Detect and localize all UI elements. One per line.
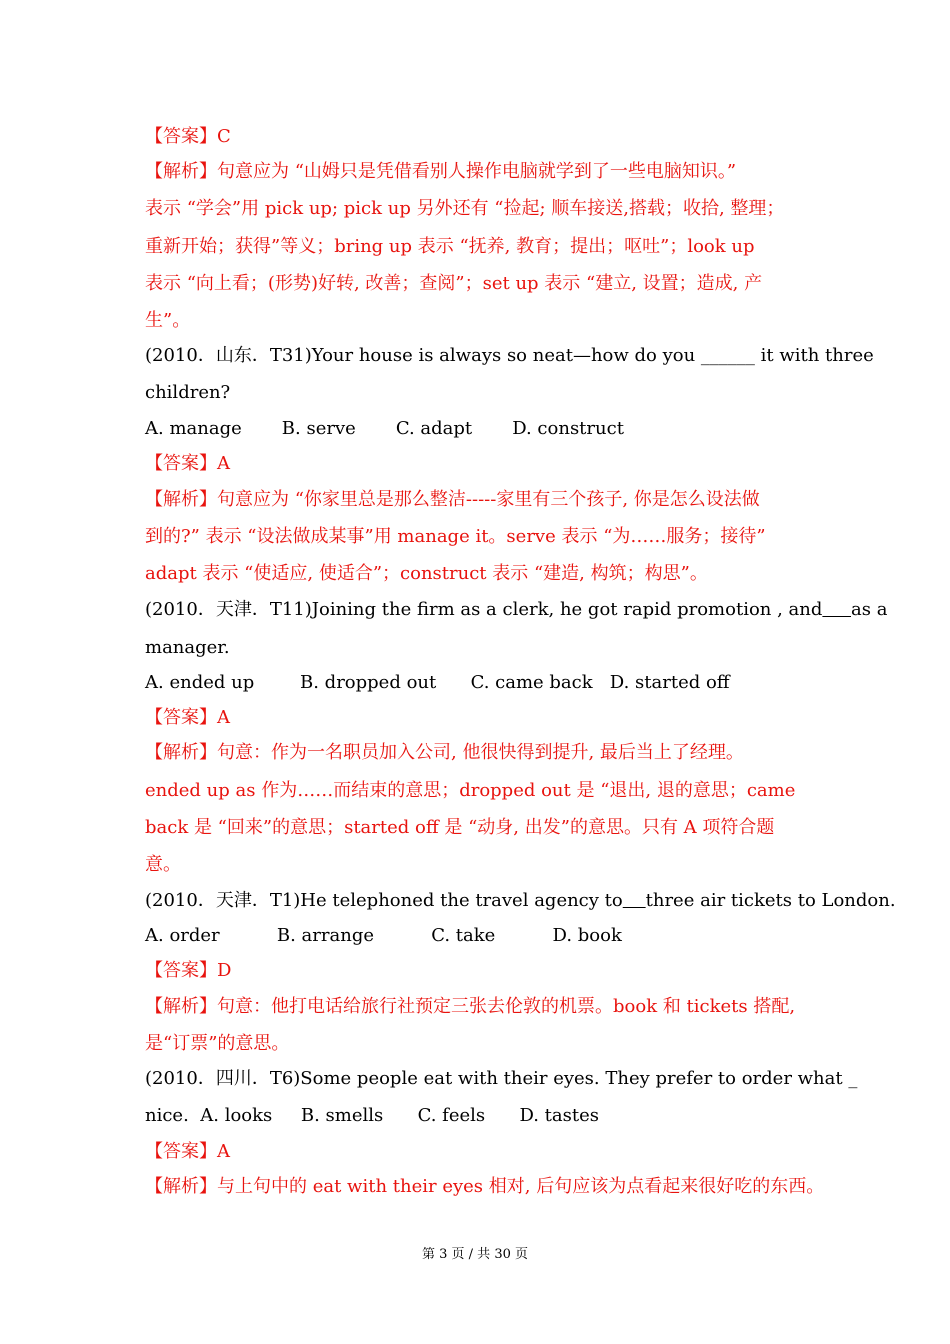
- analysis-line: 是“订票”的意思。: [145, 1033, 290, 1054]
- question-line: children?: [145, 382, 231, 403]
- answer-label: 【答案】A: [145, 707, 230, 728]
- question-text: three air tickets to London.: [645, 890, 896, 911]
- analysis-line: 生”。: [145, 310, 191, 331]
- analysis-line: 表示 “学会”用 pick up; pick up 另外还有 “捡起; 顺车接送,搭载；收拾, 整理；: [145, 198, 785, 219]
- options-line: A. manage B. serve C. adapt D. construct: [145, 418, 624, 439]
- analysis-line: back 是 “回来”的意思；started off 是 “动身, 出发”的意思。只有 A 项符合题: [145, 817, 775, 838]
- question-text: (2010．天津．T1)He telephoned the travel agency to: [145, 890, 623, 911]
- analysis-line: 表示 “向上看；(形势)好转, 改善；查阅”；set up 表示 “建立, 设置；造成, 产: [145, 273, 763, 294]
- answer-blank: [822, 599, 851, 620]
- analysis-line: 【解析】句意：他打电话给旅行社预定三张去伦敦的机票。book 和 tickets 搭配,: [145, 996, 796, 1017]
- analysis-line: 到的?” 表示 “设法做成某事”用 manage it。serve 表示 “为……服务；接待”: [145, 526, 766, 547]
- analysis-line: ended up as 作为……而结束的意思；dropped out 是 “退出, 退的意思；came: [145, 780, 796, 801]
- question-text: (2010．天津．T11)Joining the firm as a clerk, he got rapid promotion , and: [145, 599, 823, 620]
- analysis-line: 重新开始；获得”等义；bring up 表示 “抚养, 教育；提出；呕吐”；look up: [145, 236, 755, 257]
- answer-label: 【答案】A: [145, 453, 230, 474]
- answer-label: 【答案】A: [145, 1141, 230, 1162]
- question-line: (2010．山东．T31)Your house is always so neat—how do you ______ it with three: [145, 345, 874, 366]
- question-line: [145, 598, 887, 622]
- question-line: [145, 889, 896, 913]
- analysis-line: 意。: [145, 854, 181, 875]
- answer-blank: [623, 890, 646, 911]
- page-footer: 第 3 页 / 共 30 页: [422, 1247, 528, 1262]
- answer-label: 【答案】D: [145, 960, 232, 981]
- options-line: A. order B. arrange C. take D. book: [145, 925, 622, 946]
- analysis-line: 【解析】句意：作为一名职员加入公司, 他很快得到提升, 最后当上了经理。: [145, 742, 744, 763]
- answer-label: 【答案】C: [145, 126, 231, 147]
- question-line: (2010．四川．T6)Some people eat with their eyes. They prefer to order what _: [145, 1068, 858, 1089]
- question-line: manager.: [145, 637, 230, 658]
- analysis-line: 【解析】句意应为 “你家里总是那么整洁-----家里有三个孩子, 你是怎么设法做: [145, 489, 760, 510]
- analysis-line: 【解析】句意应为 “山姆只是凭借看别人操作电脑就学到了一些电脑知识。”: [145, 161, 737, 182]
- options-line: A. ended up B. dropped out C. came back D. started off: [145, 672, 730, 693]
- analysis-line: 【解析】与上句中的 eat with their eyes 相对, 后句应该为点看起来很好吃的东西。: [145, 1176, 825, 1197]
- question-text: as a: [851, 599, 888, 620]
- options-line: nice. A. looks B. smells C. feels D. tastes: [145, 1105, 600, 1126]
- analysis-line: adapt 表示 “使适应, 使适合”；construct 表示 “建造, 构筑；构思”。: [145, 563, 708, 584]
